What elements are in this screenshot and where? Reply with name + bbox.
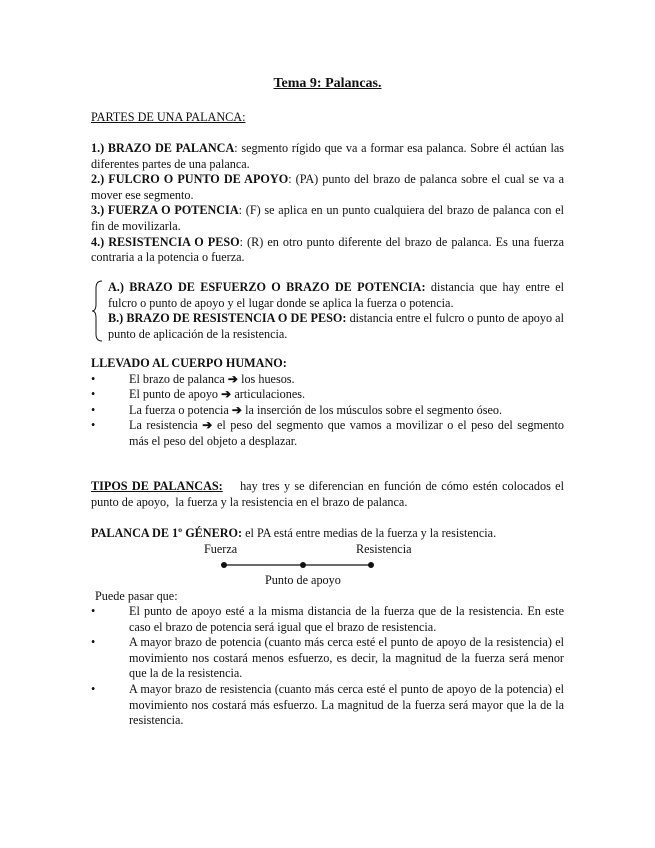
arrow-right-icon: ➔ — [221, 387, 232, 402]
list-item: • La resistencia ➔ el peso del segmento que vamos a movilizar o el peso del segmento más el peso del objeto a desplazar. — [91, 418, 564, 449]
genero1-list-wrap — [91, 604, 564, 729]
cuerpo-list — [91, 372, 564, 450]
list-item: • A mayor brazo de resistencia (cuanto más cerca esté el punto de apoyo de la potencia) el movimiento nos costará más esfuerzo. La magnitud de la fuerza será mayor que la de la resistencia. — [91, 682, 564, 729]
cuerpo-heading: LLEVADO AL CUERPO HUMANO: — [91, 356, 287, 370]
cuerpo-section — [91, 356, 564, 450]
resistencia-point — [368, 562, 374, 568]
fuerza-point — [221, 562, 227, 568]
arrow-right-icon: ➔ — [231, 402, 243, 417]
genero1-list — [91, 604, 564, 729]
partes-heading: PARTES DE UNA PALANCA: — [91, 110, 246, 124]
list-item: • A mayor brazo de potencia (cuanto más cerca esté el punto de apoyo de la resistencia) el movimiento nos costará menos esfuerzo, es decir, la magnitud de la fuerza será menor que la de la resistencia. — [91, 635, 564, 682]
curly-brace-icon — [91, 280, 105, 342]
genero1-heading: PALANCA DE 1º GÉNERO: — [91, 526, 243, 540]
partes-item: 2.) FULCRO O PUNTO DE APOYO: (PA) punto del brazo de palanca sobre el cual se va a mover ese segmento. — [91, 172, 565, 202]
partes-list — [91, 141, 564, 266]
tipos-heading: TIPOS DE PALANCAS: — [91, 479, 223, 493]
list-item: • El punto de apoyo esté a la misma distancia de la fuerza que de la resistencia. En este caso el brazo de potencia será igual que el brazo de resistencia. — [91, 604, 564, 635]
genero1-heading-line: PALANCA DE 1º GÉNERO: el PA está entre medias de la fuerza y la resistencia. — [91, 526, 497, 540]
partes-item: 4.) RESISTENCIA O PESO: (R) en otro punto diferente del brazo de palanca. Es una fuerza contraria a la potencia o fuerza. — [91, 234, 564, 265]
partes-item: 3.) FUERZA O POTENCIA: (F) se aplica en un punto cualquiera del brazo de palanca con el fin de movilizarla. — [91, 203, 564, 233]
brazo-item-a: A.) BRAZO DE ESFUERZO O BRAZO DE POTENCIA: distancia que hay entre el fulcro o punto de apoyo y el lugar donde se aplica la fuerza o potencia. — [108, 280, 564, 310]
resistencia-label: Resistencia — [356, 542, 412, 556]
tipos-section: TIPOS DE PALANCAS: hay tres y se diferencian en función de cómo estén colocados el punto de apoyo, la fuerza y la resistencia en el brazo de palanca. — [91, 479, 568, 509]
list-item: • El punto de apoyo ➔ articulaciones. — [91, 387, 564, 403]
lever-line-icon — [219, 559, 379, 571]
puede-intro: Puede pasar que: — [95, 589, 178, 603]
apoyo-label: Punto de apoyo — [265, 573, 341, 587]
list-item: • La fuerza o potencia ➔ la inserción de los músculos sobre el segmento óseo. — [91, 403, 564, 419]
arrow-right-icon: ➔ — [202, 418, 213, 433]
apoyo-point — [300, 562, 306, 568]
brazos-block — [91, 280, 564, 342]
brazo-item-b: B.) BRAZO DE RESISTENCIA O DE PESO: distancia entre el fulcro o punto de apoyo al punto de aplicación de la resistencia. — [108, 311, 564, 341]
fuerza-label: Fuerza — [204, 542, 238, 556]
lever-diagram — [91, 540, 564, 590]
arrow-right-icon: ➔ — [227, 371, 239, 386]
partes-item: 1.) BRAZO DE PALANCA: segmento rígido que va a formar esa palanca. Sobre él actúan las diferentes partes de una palanca. — [91, 141, 564, 171]
list-item: • El brazo de palanca ➔ los huesos. — [91, 372, 564, 388]
page-title: Tema 9: Palancas. — [273, 76, 382, 91]
